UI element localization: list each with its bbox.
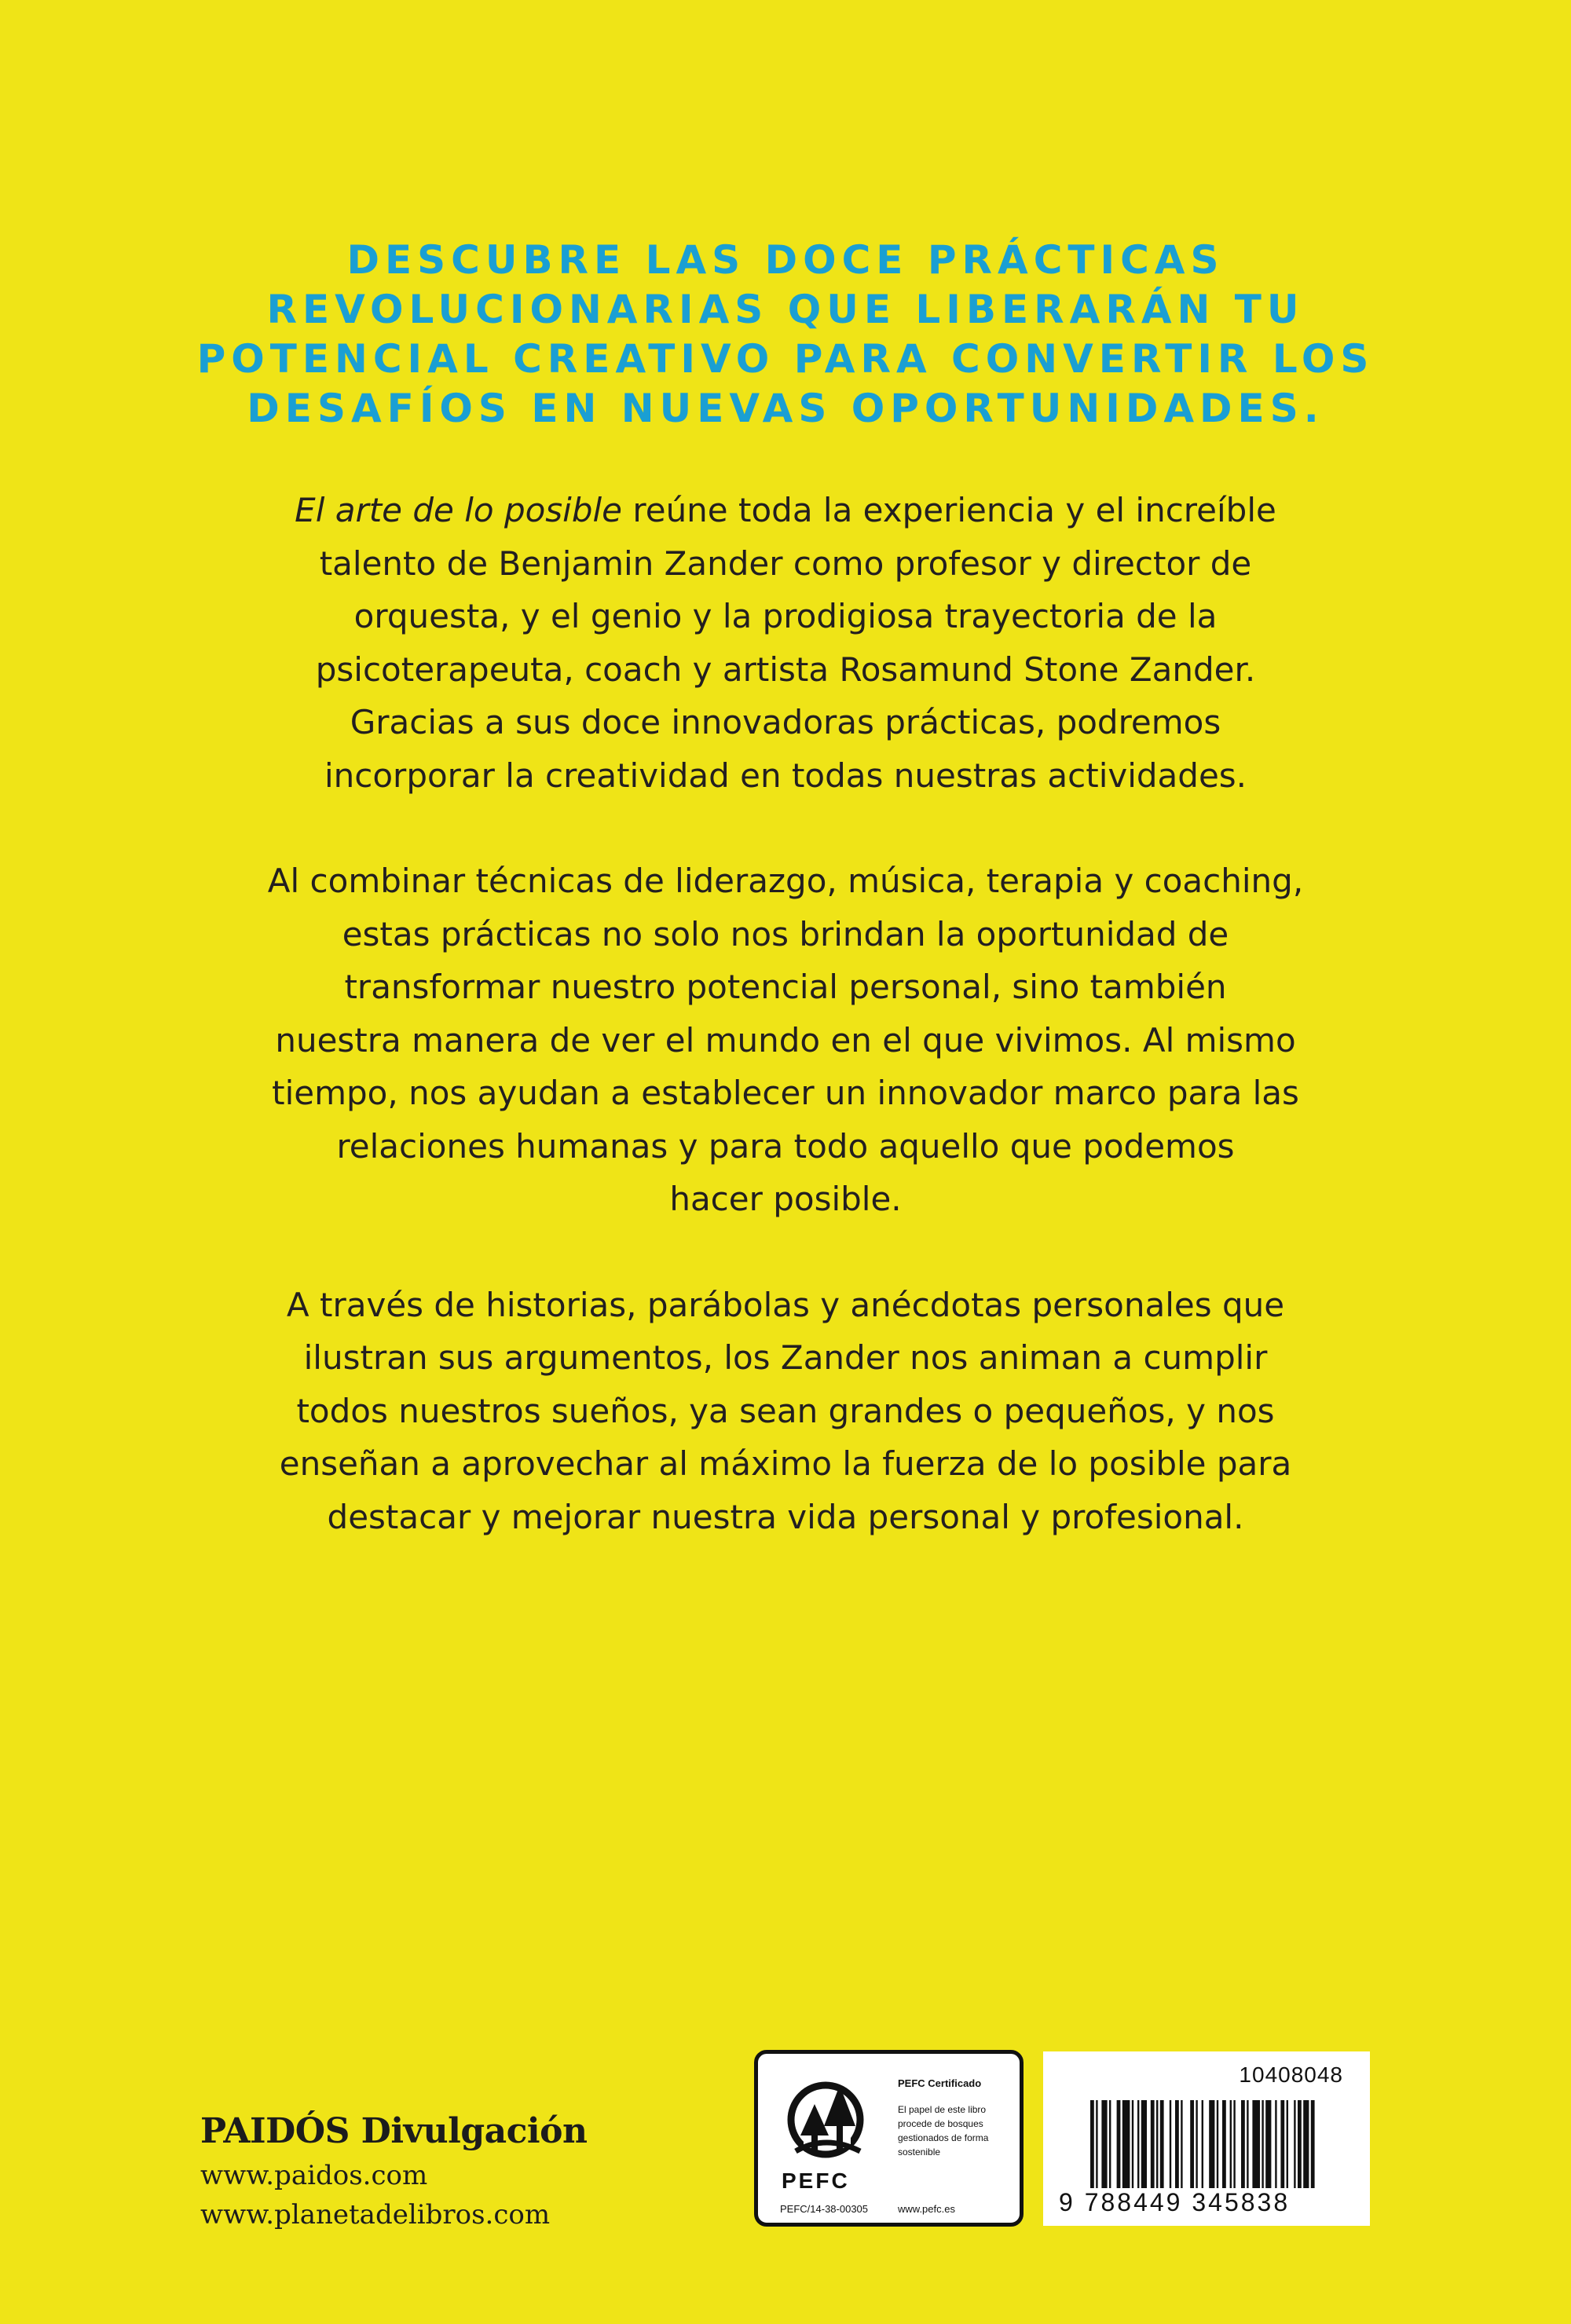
blurb-line: A través de historias, parábolas y anécdotas personales que xyxy=(286,1285,1285,1324)
blurb-line: relaciones humanas y para todo aquello que podemos xyxy=(336,1126,1235,1166)
pefc-trees-icon xyxy=(780,2079,874,2165)
barcode-bars xyxy=(1090,2100,1326,2188)
publisher-block xyxy=(200,2107,587,2234)
headline-line: REVOLUCIONARIAS QUE LIBERARÁN TU xyxy=(266,287,1305,332)
blurb-text: reúne toda la experiencia y el increíble xyxy=(622,491,1276,529)
blurb-line: todos nuestros sueños, ya sean grandes o pequeños, y nos xyxy=(296,1391,1275,1430)
publisher-brand: PAIDÓS Divulgación xyxy=(200,2111,588,2151)
book-title: El arte de lo posible xyxy=(295,491,623,529)
pefc-url[interactable]: www.pefc.es xyxy=(898,2203,955,2215)
blurb-line xyxy=(295,491,1276,529)
paragraph-3 xyxy=(157,1279,1414,1544)
blurb-line: enseñan a aprovechar al máximo la fuerza de lo posible para xyxy=(279,1444,1292,1483)
barcode-ref-number: 10408048 xyxy=(1239,2062,1343,2087)
pefc-description: El papel de este libro procede de bosques gestionados de forma sostenible xyxy=(898,2104,989,2157)
headline xyxy=(118,236,1453,434)
headline-line: DESCUBRE LAS DOCE PRÁCTICAS xyxy=(346,237,1225,283)
blurb-line: destacar y mejorar nuestra vida personal y profesional. xyxy=(327,1497,1244,1536)
publisher-url[interactable]: www.planetadelibros.com xyxy=(200,2199,551,2231)
headline-line: DESAFÍOS EN NUEVAS OPORTUNIDADES. xyxy=(247,386,1324,431)
blurb-line: Al combinar técnicas de liderazgo, música, terapia y coaching, xyxy=(267,862,1304,900)
pefc-certified: PEFC Certificado xyxy=(898,2077,982,2089)
blurb-line: tiempo, nos ayudan a establecer un innovador marco para las xyxy=(272,1074,1299,1112)
blurb-line: Gracias a sus doce innovadoras prácticas, podremos xyxy=(350,703,1221,741)
headline-line: POTENCIAL CREATIVO PARA CONVERTIR LOS xyxy=(196,336,1375,382)
isbn-digits: 9 788449 345838 xyxy=(1059,2188,1291,2216)
pefc-code: PEFC/14-38-00305 xyxy=(780,2203,869,2215)
pefc-certification-box xyxy=(754,2050,1024,2227)
paragraph-2 xyxy=(157,855,1414,1226)
blurb-line: incorporar la creatividad en todas nuestras actividades. xyxy=(324,756,1247,795)
blurb-line: orquesta, y el genio y la prodigiosa trayectoria de la xyxy=(353,597,1218,635)
pefc-name: PEFC xyxy=(782,2168,850,2193)
blurb-line: transformar nuestro potencial personal, sino también xyxy=(344,968,1227,1006)
blurb-line: estas prácticas no solo nos brindan la oportunidad de xyxy=(342,914,1229,953)
publisher-url[interactable]: www.paidos.com xyxy=(200,2160,428,2191)
blurb-line: hacer posible. xyxy=(669,1180,902,1218)
paragraph-1 xyxy=(157,484,1414,802)
back-cover-blurb xyxy=(157,484,1414,1543)
blurb-line: ilustran sus argumentos, los Zander nos animan a cumplir xyxy=(303,1338,1268,1377)
blurb-line: nuestra manera de ver el mundo en el que vivimos. Al mismo xyxy=(275,1020,1296,1060)
blurb-line: talento de Benjamin Zander como profesor y director de xyxy=(319,543,1252,583)
blurb-line: psicoterapeuta, coach y artista Rosamund Stone Zander. xyxy=(315,650,1256,689)
isbn-barcode xyxy=(1043,2051,1370,2226)
